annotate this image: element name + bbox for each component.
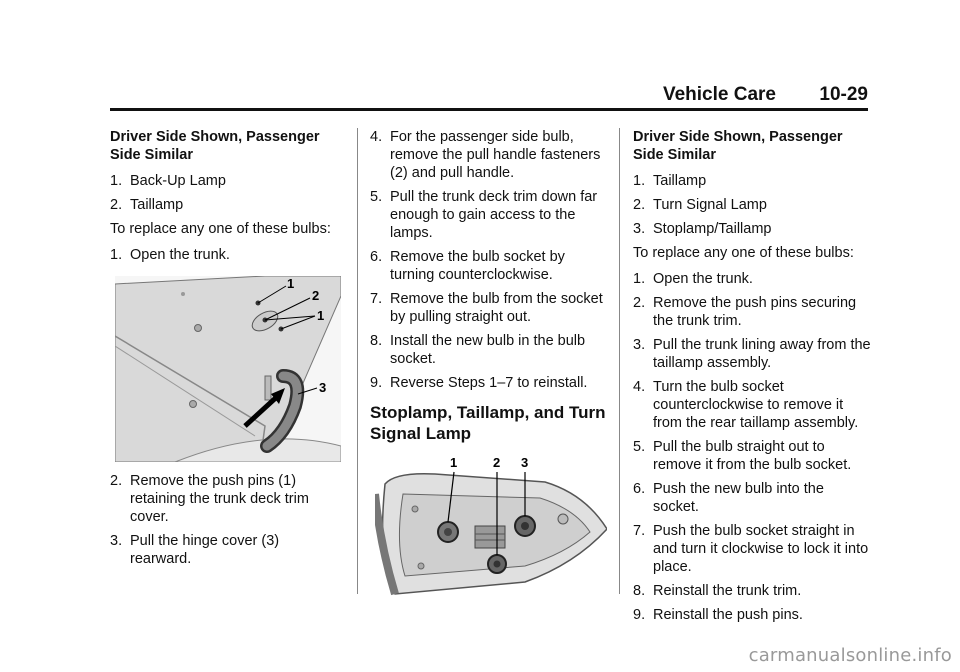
list-item: 7. Remove the bulb from the socket by pulling straight out. — [370, 291, 603, 325]
list-item: 3. Pull the hinge cover (3) rearward. — [110, 533, 280, 567]
steps-list — [370, 128, 610, 392]
column-2 — [370, 128, 610, 614]
list-item: 2. Remove the push pins (1) retaining the trunk deck trim cover. — [110, 473, 309, 525]
list-item: 2. Remove the push pins securing the trunk trim. — [633, 295, 857, 329]
list-item: 9. Reinstall the push pins. — [633, 607, 803, 623]
list-item: 6. Remove the bulb socket by turning counterclockwise. — [370, 249, 565, 283]
column-divider-2 — [619, 128, 620, 594]
callout-label: 1 — [450, 455, 458, 470]
section-title: Vehicle Care — [662, 84, 776, 105]
list-item: 8. Reinstall the trunk trim. — [633, 583, 802, 599]
list-item: 8. Install the new bulb in the bulb socket. — [370, 333, 586, 367]
list-item: 2. Turn Signal Lamp — [633, 197, 767, 213]
list-item: 9. Reverse Steps 1–7 to reinstall. — [370, 375, 588, 391]
callout-label: 3 — [521, 455, 529, 470]
callout-label: 3 — [319, 380, 327, 395]
callout-label: 2 — [493, 455, 501, 470]
callout-label: 1 — [287, 276, 295, 291]
section-heading: Stoplamp, Taillamp, and Turn Signal Lamp — [370, 403, 606, 443]
list-item: 2. Taillamp — [110, 197, 184, 213]
list-item: 4. For the passenger side bulb, remove the pull handle fasteners (2) and pull handle. — [370, 129, 601, 181]
list-item: 1. Open the trunk. — [633, 271, 753, 287]
callout-label: 1 — [317, 308, 325, 323]
page-header — [110, 80, 868, 111]
column-divider-1 — [357, 128, 358, 594]
list-item: 7. Push the bulb socket straight in and turn it clockwise to lock it into place. — [633, 523, 869, 575]
list-item: 6. Push the new bulb into the socket. — [633, 481, 824, 515]
figure-caption: Driver Side Shown, Passenger Side Similar — [110, 129, 320, 163]
steps-list — [110, 472, 340, 568]
intro-text: To replace any one of these bulbs: — [110, 221, 331, 237]
figure-caption: Driver Side Shown, Passenger Side Similar — [633, 129, 843, 163]
list-item: 1. Taillamp — [633, 173, 707, 189]
taillamp-illustration — [375, 454, 607, 604]
steps-list — [110, 246, 340, 264]
legend-list — [110, 172, 340, 214]
column-3 — [633, 128, 873, 630]
watermark: carmanualsonline.info — [748, 645, 952, 666]
column-1 — [110, 128, 340, 574]
legend-list — [633, 172, 873, 238]
list-item: 4. Turn the bulb socket counterclockwise to remove it from the rear taillamp assembly. — [633, 379, 859, 431]
list-item: 5. Pull the trunk deck trim down far enough to gain access to the lamps. — [370, 189, 598, 241]
steps-list — [633, 270, 873, 624]
page-number: 10-29 — [819, 84, 868, 105]
list-item: 1. Open the trunk. — [110, 247, 230, 263]
intro-text: To replace any one of these bulbs: — [633, 245, 854, 261]
callout-label: 2 — [312, 288, 320, 303]
list-item: 3. Pull the trunk lining away from the taillamp assembly. — [633, 337, 871, 371]
list-item: 3. Stoplamp/Taillamp — [633, 221, 772, 237]
list-item: 5. Pull the bulb straight out to remove it from the bulb socket. — [633, 439, 852, 473]
list-item: 1. Back-Up Lamp — [110, 173, 226, 189]
trunk-lid-illustration — [115, 276, 341, 462]
